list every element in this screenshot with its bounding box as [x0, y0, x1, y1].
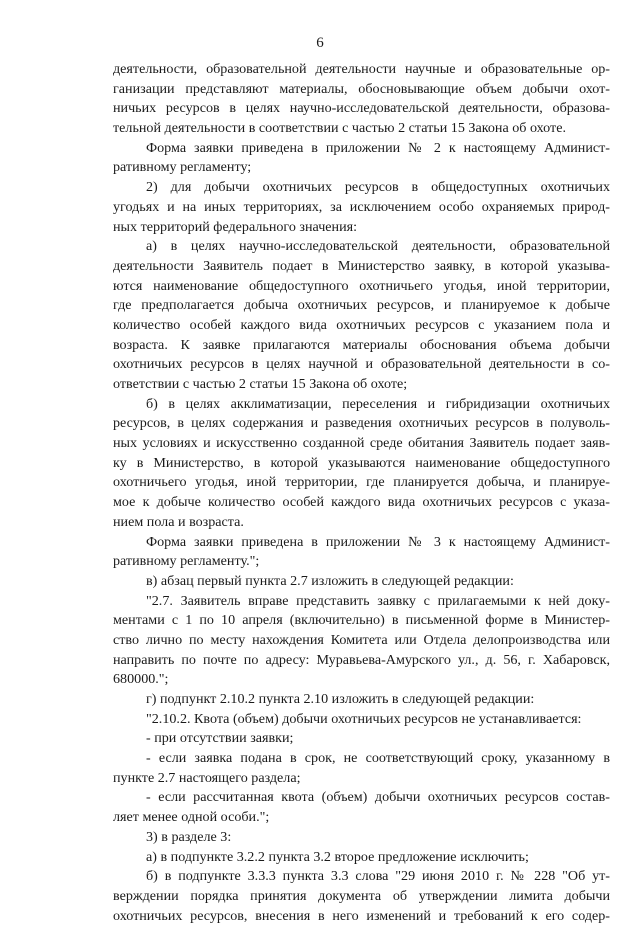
text-line: в) абзац первый пункта 2.7 изложить в следующей редакции: [146, 572, 514, 589]
text-line: ресурсов, в целях содержания и разведения охотничьих ресурсов в полуволь- [113, 415, 610, 432]
text-line: угодьях и на иных территориях, за исключением особо охраняемых природ- [113, 198, 610, 215]
text-line: деятельности Заявитель подает в Министерство заявку, в которой указыва- [113, 257, 610, 274]
text-line: количество особей каждого вида охотничьих ресурсов с указанием пола и [113, 316, 610, 333]
text-line: 3) в разделе 3: [146, 828, 232, 845]
text-line: 2) для добычи охотничьих ресурсов в общедоступных охотничьих [146, 179, 610, 196]
text-line: б) в подпункте 3.3.3 пункта 3.3 слова "29 июня 2010 г. № 228 "Об ут- [146, 868, 610, 885]
text-line: тельной деятельности в соответствии с частью 2 статьи 15 Закона об охоте. [113, 120, 566, 137]
text-line: г) подпункт 2.10.2 пункта 2.10 изложить в следующей редакции: [146, 691, 535, 707]
text-line: ративному регламенту; [113, 159, 252, 176]
text-line: возраста. К заявке прилагаются материалы обоснования объема добычи [113, 336, 610, 353]
text-line: нием пола и возраста. [113, 513, 244, 530]
text-line: деятельности, образовательной деятельности научные и образовательные ор- [113, 61, 610, 77]
text-line: ративному регламенту."; [113, 553, 260, 570]
text-line: ляет менее одной особи."; [113, 809, 270, 826]
text-line: - если заявка подана в срок, не соответствующий сроку, указанному в [146, 750, 610, 767]
text-line: ных условиях и искусственно созданной среде обитания Заявитель подает заяв- [113, 435, 610, 452]
text-line: охотничьего угодья, иной территории, где планируется добыча, и планируе- [113, 474, 610, 491]
text-line: где предполагается добыча охотничьих ресурсов, и планируемое к добыче [113, 297, 610, 314]
body-text [113, 60, 610, 926]
text-line: б) в целях акклиматизации, переселения и гибридизации охотничьих [146, 395, 610, 412]
text-line: "2.10.2. Квота (объем) добычи охотничьих ресурсов не устанавливается: [146, 710, 582, 727]
text-line: ку в Министерство, в которой указываются наименование общедоступного [113, 454, 610, 471]
text-line: ются наименование общедоступного охотничьего угодья, иной территории, [113, 277, 610, 294]
text-line: охотничьих ресурсов в целях научной и образовательной деятельности в со- [113, 356, 610, 373]
page-number: 6 [316, 35, 324, 51]
text-line: ментами с 1 по 10 апреля (включительно) в письменной форме в Министер- [113, 612, 610, 629]
text-line: Форма заявки приведена в приложении № 2 к настоящему Админист- [146, 139, 610, 156]
text-line: - если рассчитанная квота (объем) добычи охотничьих ресурсов состав- [146, 789, 610, 806]
text-line: а) в целях научно-исследовательской деятельности, образовательной [146, 238, 610, 255]
text-line: 680000."; [113, 671, 169, 688]
text-line: мое к добыче количество особей каждого вида охотничьих ресурсов с указа- [113, 494, 610, 511]
text-line: направить по почте по адресу: Муравьева-Амурского ул., д. 56, г. Хабаровск, [113, 651, 610, 668]
text-line: ничьих ресурсов в целях научно-исследовательской деятельности, образова- [113, 100, 610, 117]
text-line: ганизации представляют материалы, обосновывающие объем добычи охот- [113, 80, 610, 97]
text-line: Форма заявки приведена в приложении № 3 к настоящему Админист- [146, 533, 610, 550]
text-line: верждении порядка принятия документа об утверждении лимита добычи [113, 887, 610, 904]
text-line: охотничьих ресурсов, внесения в него изменений и требований к его содер- [113, 907, 610, 924]
text-line: - при отсутствии заявки; [146, 730, 294, 747]
text-line: "2.7. Заявитель вправе представить заявку с прилагаемыми к ней доку- [146, 592, 610, 609]
text-line: а) в подпункте 3.2.2 пункта 3.2 второе предложение исключить; [146, 848, 529, 865]
text-line: ответствии с частью 2 статьи 15 Закона об охоте; [113, 376, 408, 392]
text-line: ных территорий федерального значения: [113, 218, 358, 235]
text-line: пункте 2.7 настоящего раздела; [113, 769, 301, 786]
text-line: ство лично по месту нахождения Комитета или Отдела делопроизводства или [113, 631, 610, 648]
